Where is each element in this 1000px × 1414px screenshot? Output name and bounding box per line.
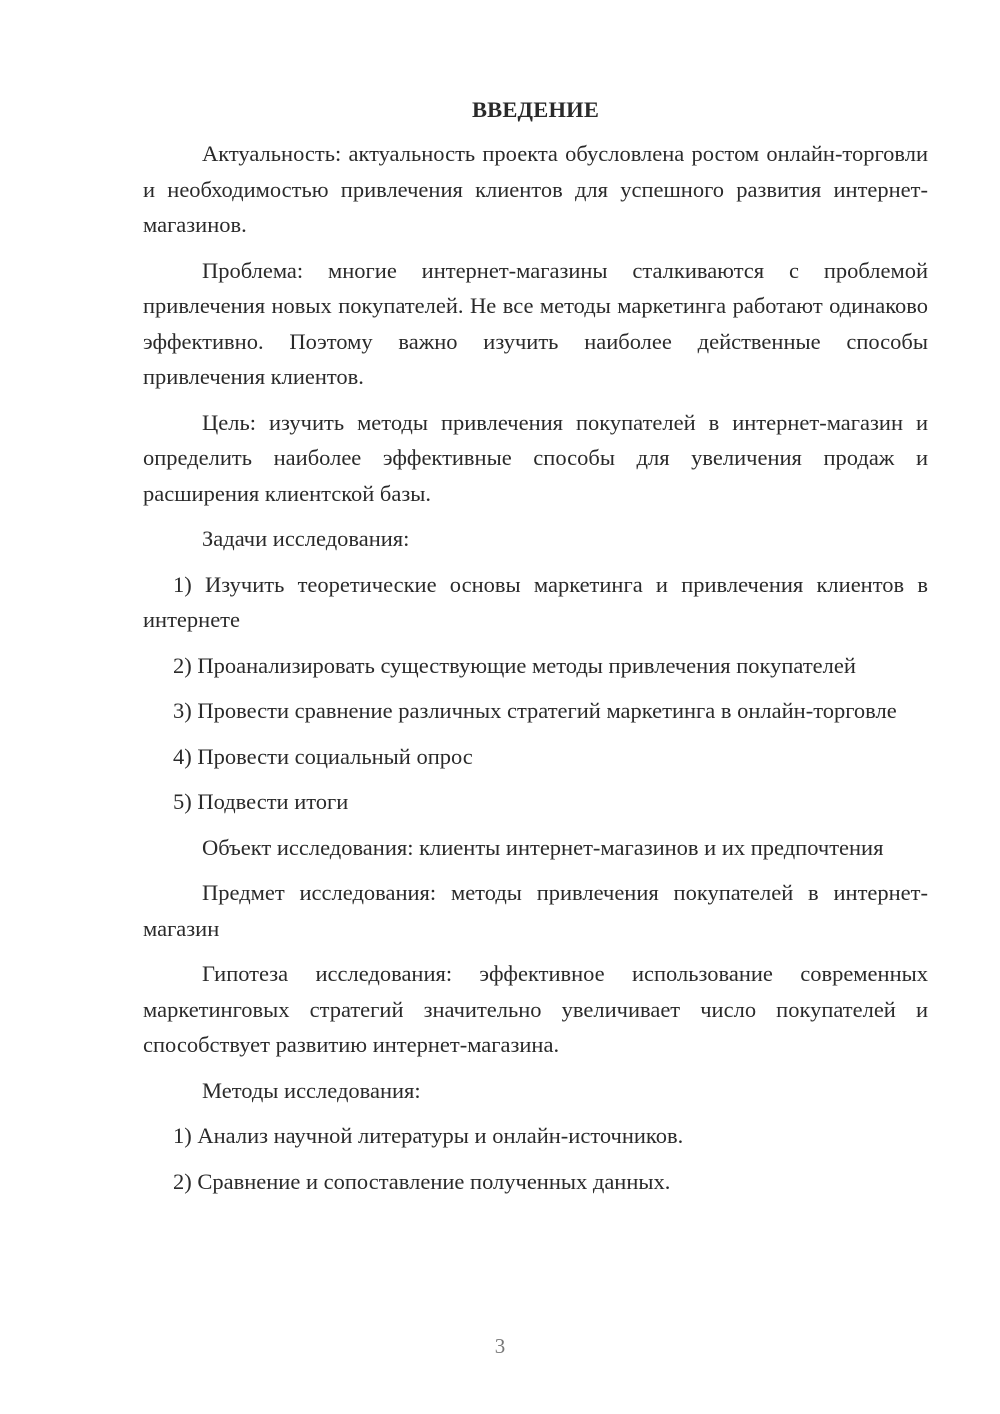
tasks-heading: Задачи исследования: xyxy=(202,526,410,551)
method-item-1: 1) Анализ научной литературы и онлайн-источников. xyxy=(173,1123,684,1148)
page-number: 3 xyxy=(494,1334,506,1358)
paragraph-problem: Проблема: многие интернет-магазины сталкиваются с проблемой привлечения новых покупателей. Не все методы маркетинга работают одинаково эффективно. Поэтому важно изучить наиболее действенные способы привлечения клиентов. xyxy=(143,257,928,389)
page-title: ВВЕДЕНИЕ xyxy=(471,97,600,122)
paragraph-subject: Предмет исследования: методы привлечения покупателей в интернет-магазин xyxy=(143,880,928,941)
task-item-2: 2) Проанализировать существующие методы привлечения покупателей xyxy=(173,652,856,678)
method-item-2: 2) Сравнение и сопоставление полученных данных. xyxy=(173,1168,671,1194)
task-item-5: 5) Подвести итоги xyxy=(173,789,349,814)
methods-heading: Методы исследования: xyxy=(202,1077,421,1103)
document-page xyxy=(143,94,928,1209)
paragraph-object: Объект исследования: клиенты интернет-магазинов и их предпочтения xyxy=(202,834,884,860)
paragraph-relevance: Актуальность: актуальность проекта обусловлена ростом онлайн-торговли и необходимостью привлечения клиентов для успешного развития интернет-магазинов. xyxy=(143,141,928,237)
paragraph-hypothesis: Гипотеза исследования: эффективное использование современных маркетинговых стратегий значительно увеличивает число покупателей и способствует развитию интернет-магазина. xyxy=(143,961,928,1057)
task-item-3: 3) Провести сравнение различных стратегий маркетинга в онлайн-торговле xyxy=(173,698,897,723)
task-item-1: 1) Изучить теоретические основы маркетинга и привлечения клиентов в интернете xyxy=(143,571,928,632)
paragraph-goal: Цель: изучить методы привлечения покупателей в интернет-магазин и определить наиболее эффективные способы для увеличения продаж и расширения клиентской базы. xyxy=(143,409,928,506)
task-item-4: 4) Провести социальный опрос xyxy=(173,743,473,769)
